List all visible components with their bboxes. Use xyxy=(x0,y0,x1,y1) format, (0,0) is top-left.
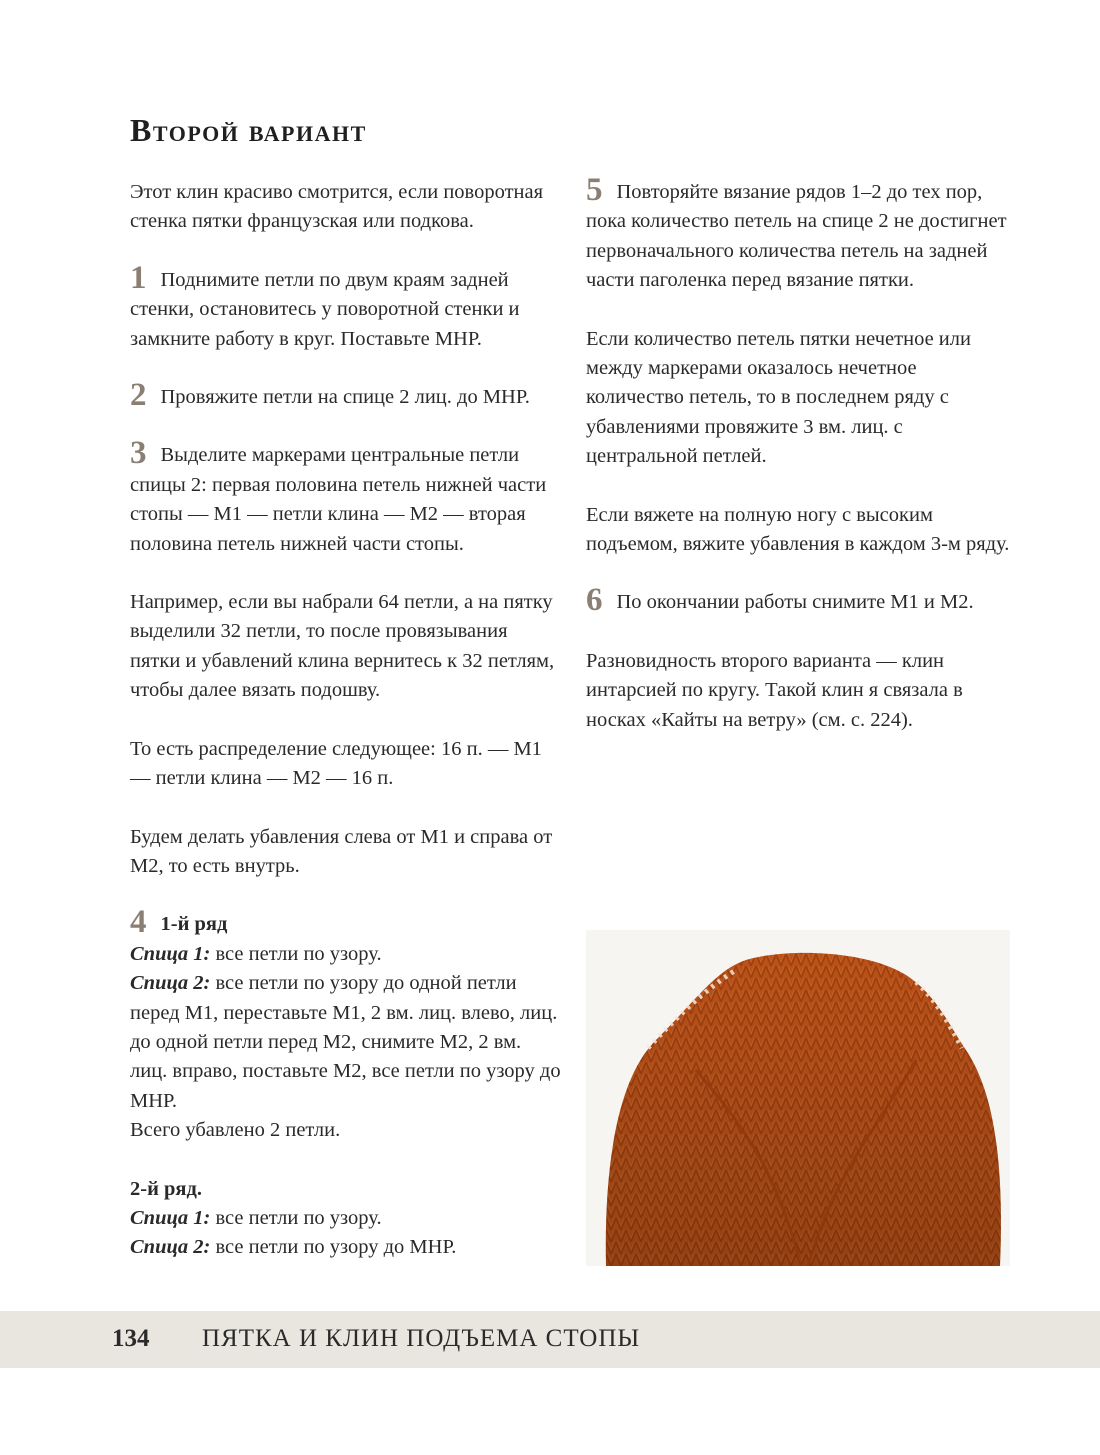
step-number: 3 xyxy=(130,435,147,472)
step-number: 6 xyxy=(586,582,603,619)
example-paragraph: Например, если вы набрали 64 петли, а на пятку выделили 32 петли, то после провязывания пятки и убавлений клина вернитесь к 32 петлям, чтобы далее вязать подошву. xyxy=(130,591,555,702)
needle-2-label: Спица 2: xyxy=(130,1236,211,1259)
step-text: Выделите маркерами центральные петли спицы 2: первая половина петель нижней части стопы — М1 — петли клина — М2 — вторая половина петель нижней части стопы. xyxy=(130,444,547,555)
needle-1-label: Спица 1: xyxy=(130,1206,211,1229)
step-number: 1 xyxy=(130,259,147,296)
left-column xyxy=(130,178,562,1292)
step-5 xyxy=(586,172,1016,296)
needle-1-label: Спица 1: xyxy=(130,942,211,965)
section-heading: Второй вариант xyxy=(130,112,367,148)
odd-count-paragraph: Если количество петель пятки нечетное или между маркерами оказалось нечетное количество петель, то в последнем ряду с убавлениями провяжите 3 вм. лиц. с центральной петлей. xyxy=(586,327,971,468)
needle-2-text: все петли по узору до МНР. xyxy=(210,1236,457,1259)
step-number: 2 xyxy=(130,377,147,414)
intro-paragraph: Этот клин красиво смотрится, если поворотная стенка пятки французская или подкова. xyxy=(130,181,544,233)
running-head: ПЯТКА И КЛИН ПОДЪЕМА СТОПЫ xyxy=(202,1325,641,1352)
needle-1-text: все петли по узору. xyxy=(210,942,382,965)
total-decreased: Всего убавлено 2 петли. xyxy=(130,1119,341,1142)
needle-2-label: Спица 2: xyxy=(130,972,211,995)
row-1-title: 1-й ряд xyxy=(160,913,228,936)
step-6 xyxy=(586,582,1016,619)
step-2 xyxy=(130,377,562,414)
step-number: 5 xyxy=(586,172,603,208)
step-text: По окончании работы снимите М1 и М2. xyxy=(616,591,974,614)
step-text: Повторяйте вязание рядов 1–2 до тех пор, пока количество петель на спице 2 не достигнет первоначального количества петель на задней части паголенка перед вязание пятки. xyxy=(586,181,1007,292)
sock-heel-illustration xyxy=(586,930,1010,1266)
step-text: Провяжите петли на спице 2 лиц. до МНР. xyxy=(160,386,530,409)
full-foot-paragraph: Если вяжете на полную ногу с высоким подъемом, вяжите убавления в каждом 3-м ряду. xyxy=(586,503,1010,556)
step-text: Поднимите петли по двум краям задней стенки, остановитесь у поворотной стенки и замкните работу в круг. Поставьте МНР. xyxy=(130,268,520,350)
row-2-title: 2-й ряд. xyxy=(130,1177,203,1200)
step-4 xyxy=(130,904,562,1145)
needle-2-text: все петли по узору до одной петли перед М1, переставьте М1, 2 вм. лиц. влево, лиц. до одной петли перед М2, снимите М2, 2 вм. лиц. вправо, поставьте М2, все петли по узору до МНР. xyxy=(130,972,561,1112)
needle-1-text: все петли по узору. xyxy=(210,1206,382,1229)
variant-paragraph: Разновидность второго варианта — клин интарсией по кругу. Такой клин я связала в носках «Кайты на ветру» (см. с. 224). xyxy=(586,649,963,731)
right-column xyxy=(586,172,1016,764)
row-2 xyxy=(130,1175,562,1263)
step-3 xyxy=(130,435,562,559)
sock-heel-photo xyxy=(586,930,1010,1266)
distribution-paragraph: То есть распределение следующее: 16 п. — М1 — петли клина — М2 — 16 п. xyxy=(130,737,542,790)
step-1 xyxy=(130,259,562,354)
decreases-paragraph: Будем делать убавления слева от М1 и справа от М2, то есть внутрь. xyxy=(130,825,553,877)
page-number: 134 xyxy=(112,1325,150,1352)
page-footer xyxy=(0,1311,1100,1368)
step-number: 4 xyxy=(130,904,147,941)
